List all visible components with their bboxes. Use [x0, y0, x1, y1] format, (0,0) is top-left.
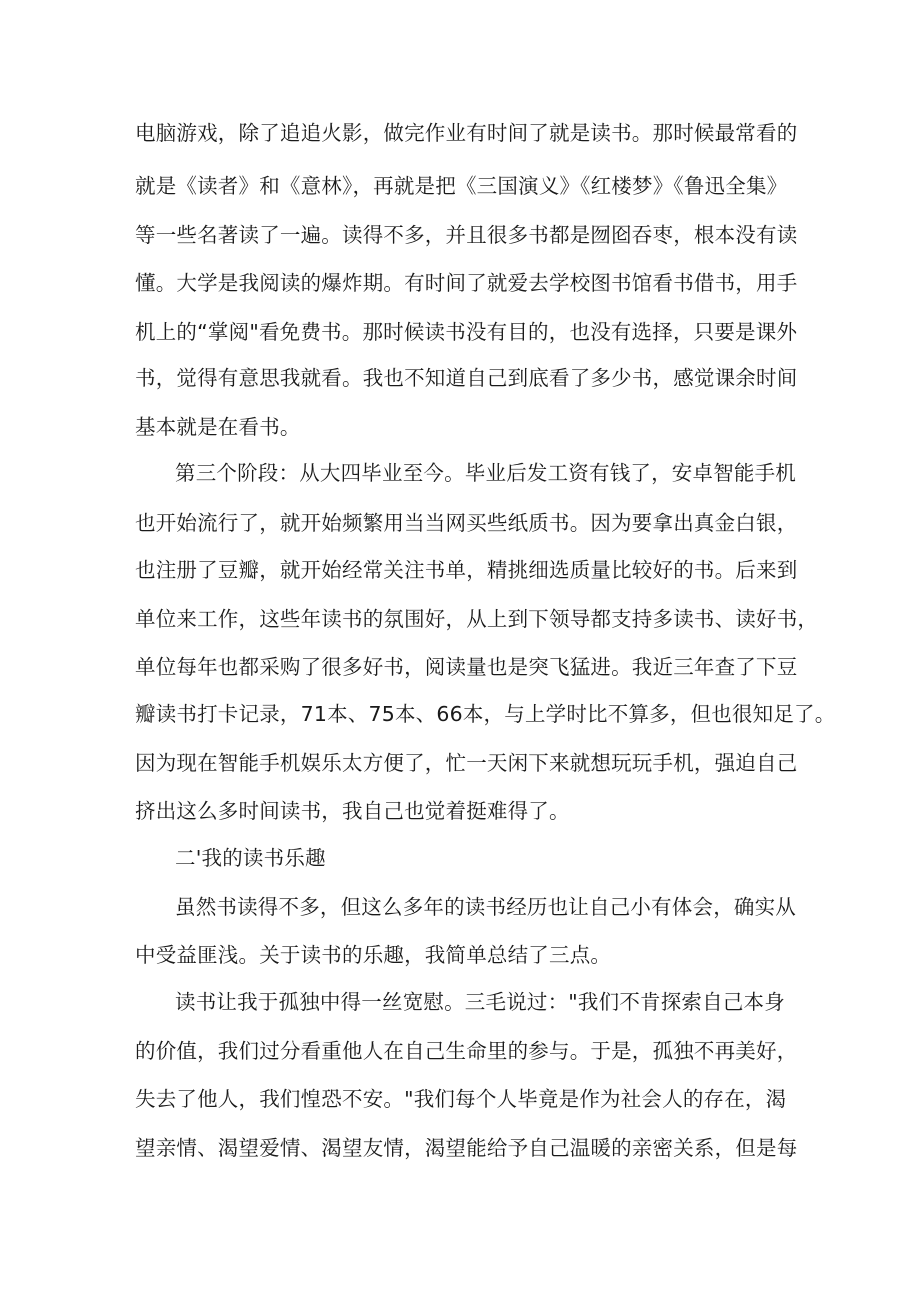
text-line: 也注册了豆瓣，就开始经常关注书单，精挑细选质量比较好的书。后来到 — [135, 558, 798, 582]
text-line: 望亲情、渴望爱情、渴望友情，渴望能给予自己温暖的亲密关系，但是每 — [135, 1136, 798, 1160]
text-line: 懂。大学是我阅读的爆炸期。有时间了就爱去学校图书馆看书借书，用手 — [135, 271, 798, 295]
section-heading: 二'我的读书乐趣 — [175, 846, 326, 870]
text-line: 也开始流行了，就开始频繁用当当网买些纸质书。因为要拿出真金白银， — [135, 511, 798, 535]
text-line: 机上的“掌阅"看免费书。那时候读书没有目的，也没有选择，只要是课外 — [135, 320, 798, 344]
text-line: 因为现在智能手机娱乐太方便了，忙一天闲下来就想玩玩手机，强迫自己 — [135, 751, 798, 775]
text-line: 挤出这么多时间读书，我自己也觉着挺难得了。 — [135, 799, 570, 823]
text-line: 单位每年也都采购了很多好书，阅读量也是突飞猛进。我近三年查了下豆 — [135, 655, 798, 679]
text-line: 失去了他人，我们惶恐不安。"我们每个人毕竟是作为社会人的存在，渴 — [135, 1087, 787, 1111]
text-line: 读书让我于孤独中得一丝宽慰。三毛说过："我们不肯探索自己本身 — [175, 990, 785, 1014]
text-line: 电脑游戏，除了追追火影，做完作业有时间了就是读书。那时候最常看的 — [135, 121, 798, 145]
text-line: 虽然书读得不多，但这么多年的读书经历也让自己小有体会，确实从 — [175, 895, 796, 919]
text-line: 瓣读书打卡记录，71本、75本、66本，与上学时比不算多，但也很知足了。 — [135, 702, 836, 726]
text-line: 第三个阶段：从大四毕业至今。毕业后发工资有钱了，安卓智能手机 — [175, 461, 796, 485]
text-line: 中受益匪浅。关于读书的乐趣，我简单总结了三点。 — [135, 943, 612, 967]
text-line: 的价值，我们过分看重他人在自己生命里的参与。于是，孤独不再美好， — [135, 1039, 798, 1063]
text-line: 就是《读者》和《意林》，再就是把《三国演义》《红楼梦》《鲁迅全集》 — [135, 174, 788, 198]
text-line: 等一些名著读了一遍。读得不多，并且很多书都是囫囵吞枣，根本没有读 — [135, 223, 798, 247]
text-line: 单位来工作，这些年读书的氛围好，从上到下领导都支持多读书、读好书， — [135, 607, 819, 631]
text-line: 基本就是在看书。 — [135, 415, 301, 439]
text-line: 书，觉得有意思我就看。我也不知道自己到底看了多少书，感觉课余时间 — [135, 366, 798, 390]
